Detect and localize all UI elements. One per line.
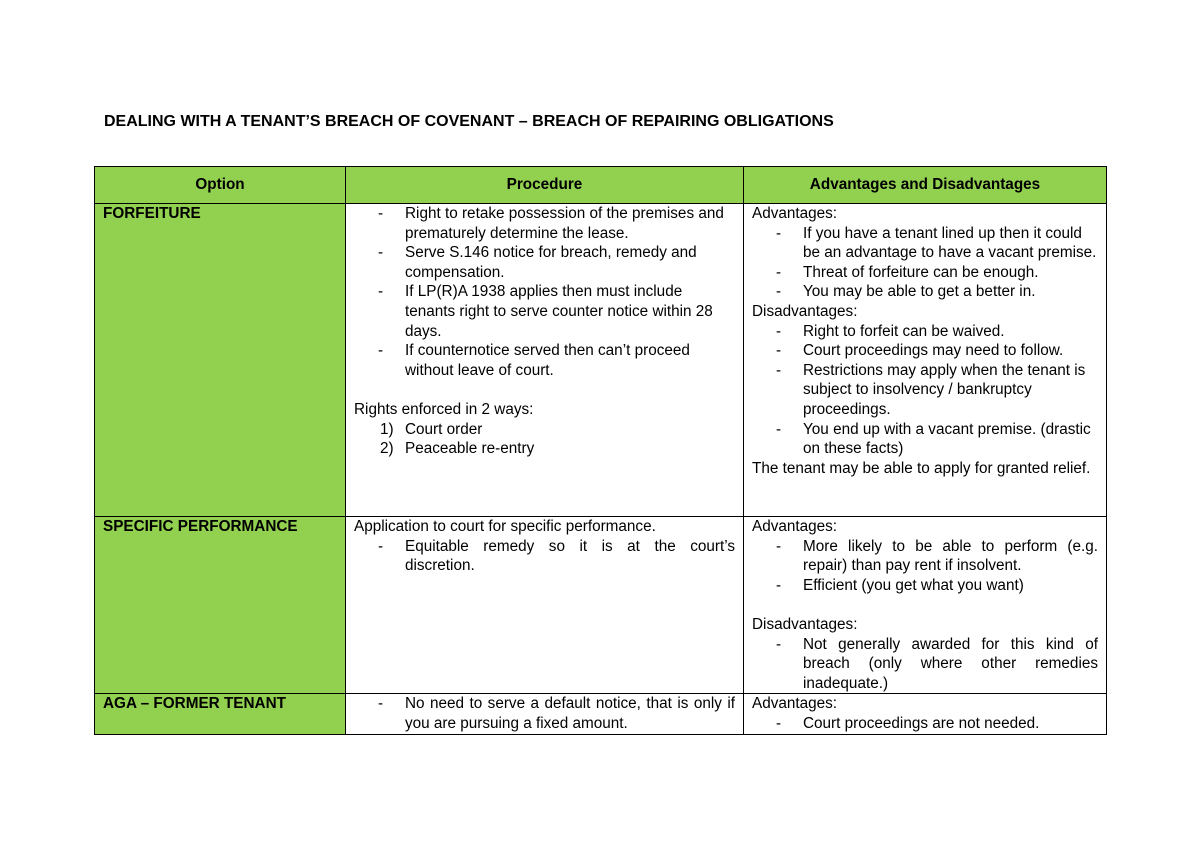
list-item: [354, 204, 735, 243]
list-item: [354, 537, 735, 576]
list-item-text: Court order: [405, 420, 483, 438]
table-row: [95, 694, 1107, 734]
rights-enforced-text: Rights enforced in 2 ways:: [354, 400, 534, 418]
procedure-list: [354, 204, 735, 380]
advantages-label: Advantages:: [752, 518, 838, 535]
list-number: 1): [380, 420, 394, 438]
bullet-dash: -: [378, 537, 384, 555]
list-item-text: If LP(R)A 1938 applies then must include tenants right to serve counter notice within 28 days.: [405, 283, 713, 340]
list-item-text: No need to serve a default notice, that is only if you are pursuing a fixed amount.: [405, 695, 735, 732]
disadvantages-label: Disadvantages:: [752, 615, 858, 633]
advantages-list: [752, 537, 1098, 596]
list-item-text: Efficient (you get what you want): [803, 576, 1024, 594]
advantages-label: Advantages:: [752, 205, 838, 222]
list-item: [354, 243, 735, 282]
header-procedure: Procedure: [346, 167, 744, 204]
procedure-cell: [346, 204, 744, 517]
list-item-text: Right to retake possession of the premises and prematurely determine the lease.: [405, 205, 724, 242]
header-option: Option: [95, 167, 346, 204]
disadvantages-list: [752, 322, 1098, 459]
list-item: [752, 420, 1098, 459]
advantages-cell: [744, 517, 1107, 694]
list-item-text: Restrictions may apply when the tenant is subject to insolvency / bankruptcy proceedings.: [803, 361, 1086, 418]
list-item: [354, 282, 735, 341]
list-item: [354, 420, 735, 440]
advantages-cell: [744, 694, 1107, 734]
list-item: [752, 537, 1098, 576]
list-item: [752, 341, 1098, 361]
advantages-list: [752, 714, 1098, 734]
list-item: [752, 714, 1098, 734]
list-item-text: Not generally awarded for this kind of breach (only where other remedies inadequate.): [803, 635, 1098, 692]
table-row: [95, 517, 1107, 694]
table-header-row: [95, 167, 1107, 204]
advantages-cell: [744, 204, 1107, 517]
list-item-text: Court proceedings may need to follow.: [803, 342, 1064, 360]
disadvantages-label: Disadvantages:: [752, 302, 858, 320]
relief-note: The tenant may be able to apply for granted relief.: [752, 459, 1091, 477]
list-item: [752, 635, 1098, 694]
option-label: AGA – FORMER TENANT: [103, 695, 286, 713]
advantages-label: Advantages:: [752, 695, 838, 713]
list-item-text: Court proceedings are not needed.: [803, 714, 1040, 732]
option-label: SPECIFIC PERFORMANCE: [103, 518, 298, 535]
list-item: [354, 439, 735, 459]
header-advantages-disadvantages: Advantages and Disadvantages: [744, 167, 1107, 204]
bullet-dash: -: [776, 263, 782, 281]
procedure-cell: [346, 694, 744, 734]
list-item: [752, 361, 1098, 420]
list-item-text: If counternotice served then can’t proceed without leave of court.: [405, 342, 690, 379]
list-item-text: You may be able to get a better in.: [803, 283, 1036, 301]
document-title: DEALING WITH A TENANT’S BREACH OF COVENANT – BREACH OF REPAIRING OBLIGATIONS: [104, 113, 834, 130]
option-cell: [95, 694, 346, 734]
bullet-dash: -: [776, 420, 782, 438]
list-item: [752, 576, 1098, 596]
bullet-dash: -: [776, 361, 782, 379]
list-item: [354, 341, 735, 380]
list-item-text: Threat of forfeiture can be enough.: [803, 263, 1039, 281]
bullet-dash: -: [378, 342, 384, 360]
bullet-dash: -: [378, 205, 384, 222]
list-item-text: More likely to be able to perform (e.g. repair) than pay rent if insolvent.: [803, 537, 1098, 575]
bullet-dash: -: [378, 244, 384, 262]
bullet-dash: -: [776, 635, 782, 653]
list-item: [752, 263, 1098, 283]
list-item-text: Right to forfeit can be waived.: [803, 322, 1005, 340]
list-number: 2): [380, 440, 394, 458]
bullet-dash: -: [378, 283, 384, 301]
option-label: FORFEITURE: [103, 205, 201, 222]
table-row: [95, 204, 1107, 517]
list-item-text: Serve S.146 notice for breach, remedy and compensation.: [405, 244, 697, 281]
bullet-dash: -: [776, 322, 782, 340]
list-item-text: You end up with a vacant premise. (drastic on these facts): [803, 420, 1091, 458]
bullet-dash: -: [776, 576, 782, 594]
list-item-text: Equitable remedy so it is at the court’s discretion.: [405, 537, 735, 575]
bullet-dash: -: [776, 537, 782, 555]
bullet-dash: -: [776, 342, 782, 360]
option-cell: [95, 517, 346, 694]
list-item: [752, 322, 1098, 342]
procedure-list: [354, 537, 735, 576]
list-item-text: If you have a tenant lined up then it could be an advantage to have a vacant premise.: [803, 224, 1097, 262]
numbered-list: [354, 420, 735, 459]
list-item: [752, 282, 1098, 302]
disadvantages-list: [752, 635, 1098, 694]
procedure-list: [354, 694, 735, 733]
advantages-list: [752, 224, 1098, 302]
list-item-text: Peaceable re-entry: [405, 440, 535, 458]
option-cell: [95, 204, 346, 517]
procedure-intro: Application to court for specific performance.: [354, 518, 656, 535]
bullet-dash: -: [776, 714, 782, 732]
bullet-dash: -: [776, 283, 782, 301]
list-item: [354, 694, 735, 733]
bullet-dash: -: [776, 224, 782, 242]
procedure-cell: [346, 517, 744, 694]
remedies-table: [94, 166, 1107, 735]
bullet-dash: -: [378, 695, 384, 713]
list-item: [752, 224, 1098, 263]
